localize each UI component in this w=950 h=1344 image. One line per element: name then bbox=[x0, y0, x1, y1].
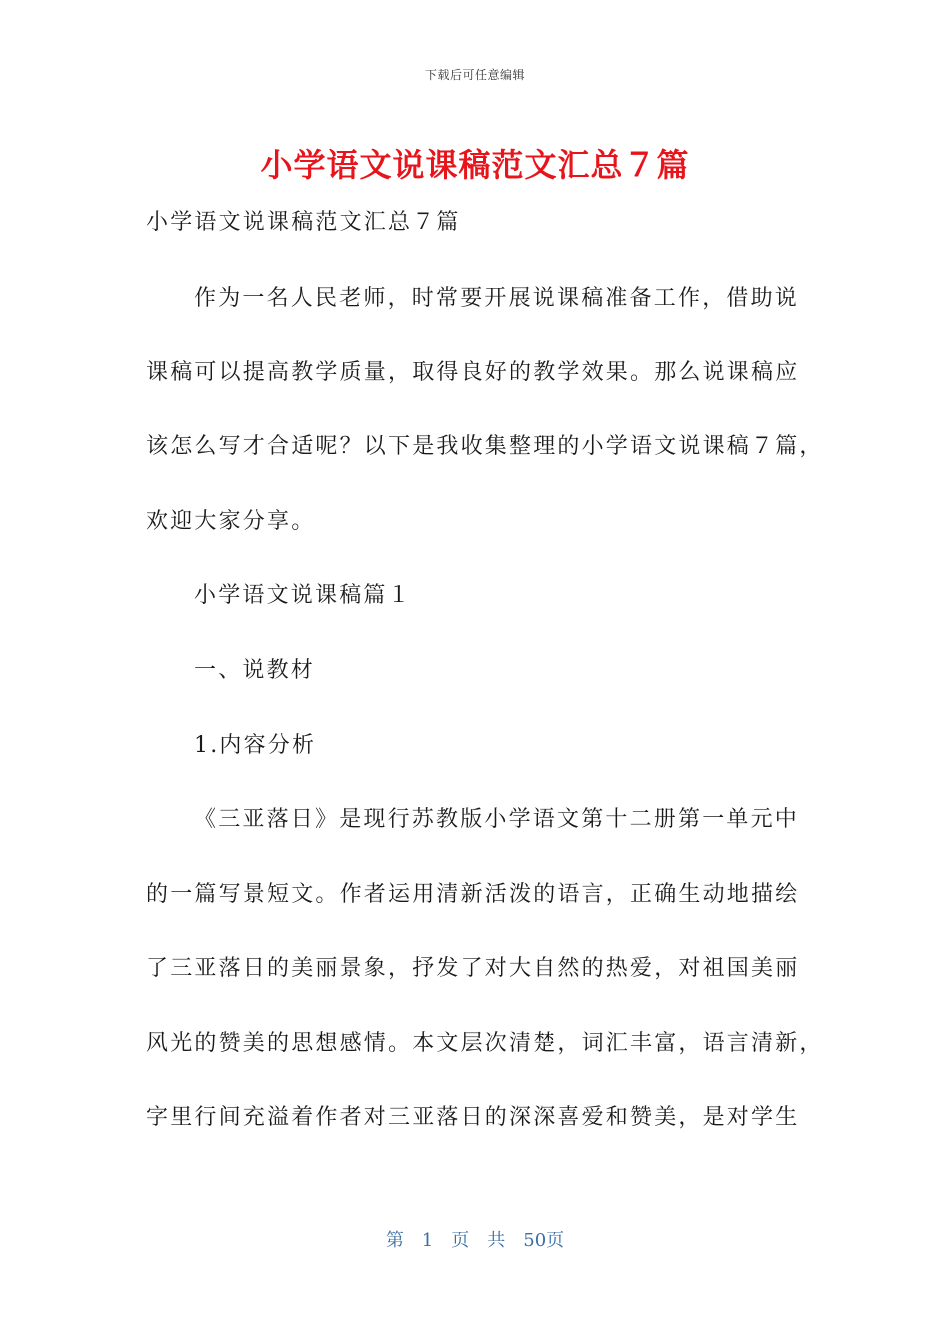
body-line: 字里行间充溢着作者对三亚落日的深深喜爱和赞美，是对学生 bbox=[146, 1105, 800, 1130]
subtitle-line: 小学语文说课稿范文汇总７篇 bbox=[146, 210, 461, 235]
body-line: 该怎么写才合适呢？以下是我收集整理的小学语文说课稿７篇， bbox=[146, 434, 824, 459]
body-line: 作为一名人民老师，时常要开展说课稿准备工作，借助说 bbox=[194, 286, 800, 311]
body-line: 课稿可以提高教学质量，取得良好的教学效果。那么说课稿应 bbox=[146, 360, 800, 385]
header-note: 下载后可任意编辑 bbox=[424, 68, 525, 82]
body-line: 欢迎大家分享。 bbox=[146, 509, 316, 534]
section-heading: 一、说教材 bbox=[194, 658, 316, 683]
body-line: 风光的赞美的思想感情。本文层次清楚，词汇丰富，语言清新， bbox=[146, 1031, 824, 1056]
body-line: 的一篇写景短文。作者运用清新活泼的语言，正确生动地描绘 bbox=[146, 882, 800, 907]
document-title: 小学语文说课稿范文汇总７篇 bbox=[260, 146, 690, 184]
subsection-heading: 1.内容分析 bbox=[194, 733, 317, 758]
page-footer: 第 1 页 共 50页 bbox=[385, 1230, 565, 1251]
section-heading: 小学语文说课稿篇１ bbox=[194, 583, 412, 608]
body-line: 《三亚落日》是现行苏教版小学语文第十二册第一单元中 bbox=[194, 807, 800, 832]
body-line: 了三亚落日的美丽景象，抒发了对大自然的热爱，对祖国美丽 bbox=[146, 956, 800, 981]
